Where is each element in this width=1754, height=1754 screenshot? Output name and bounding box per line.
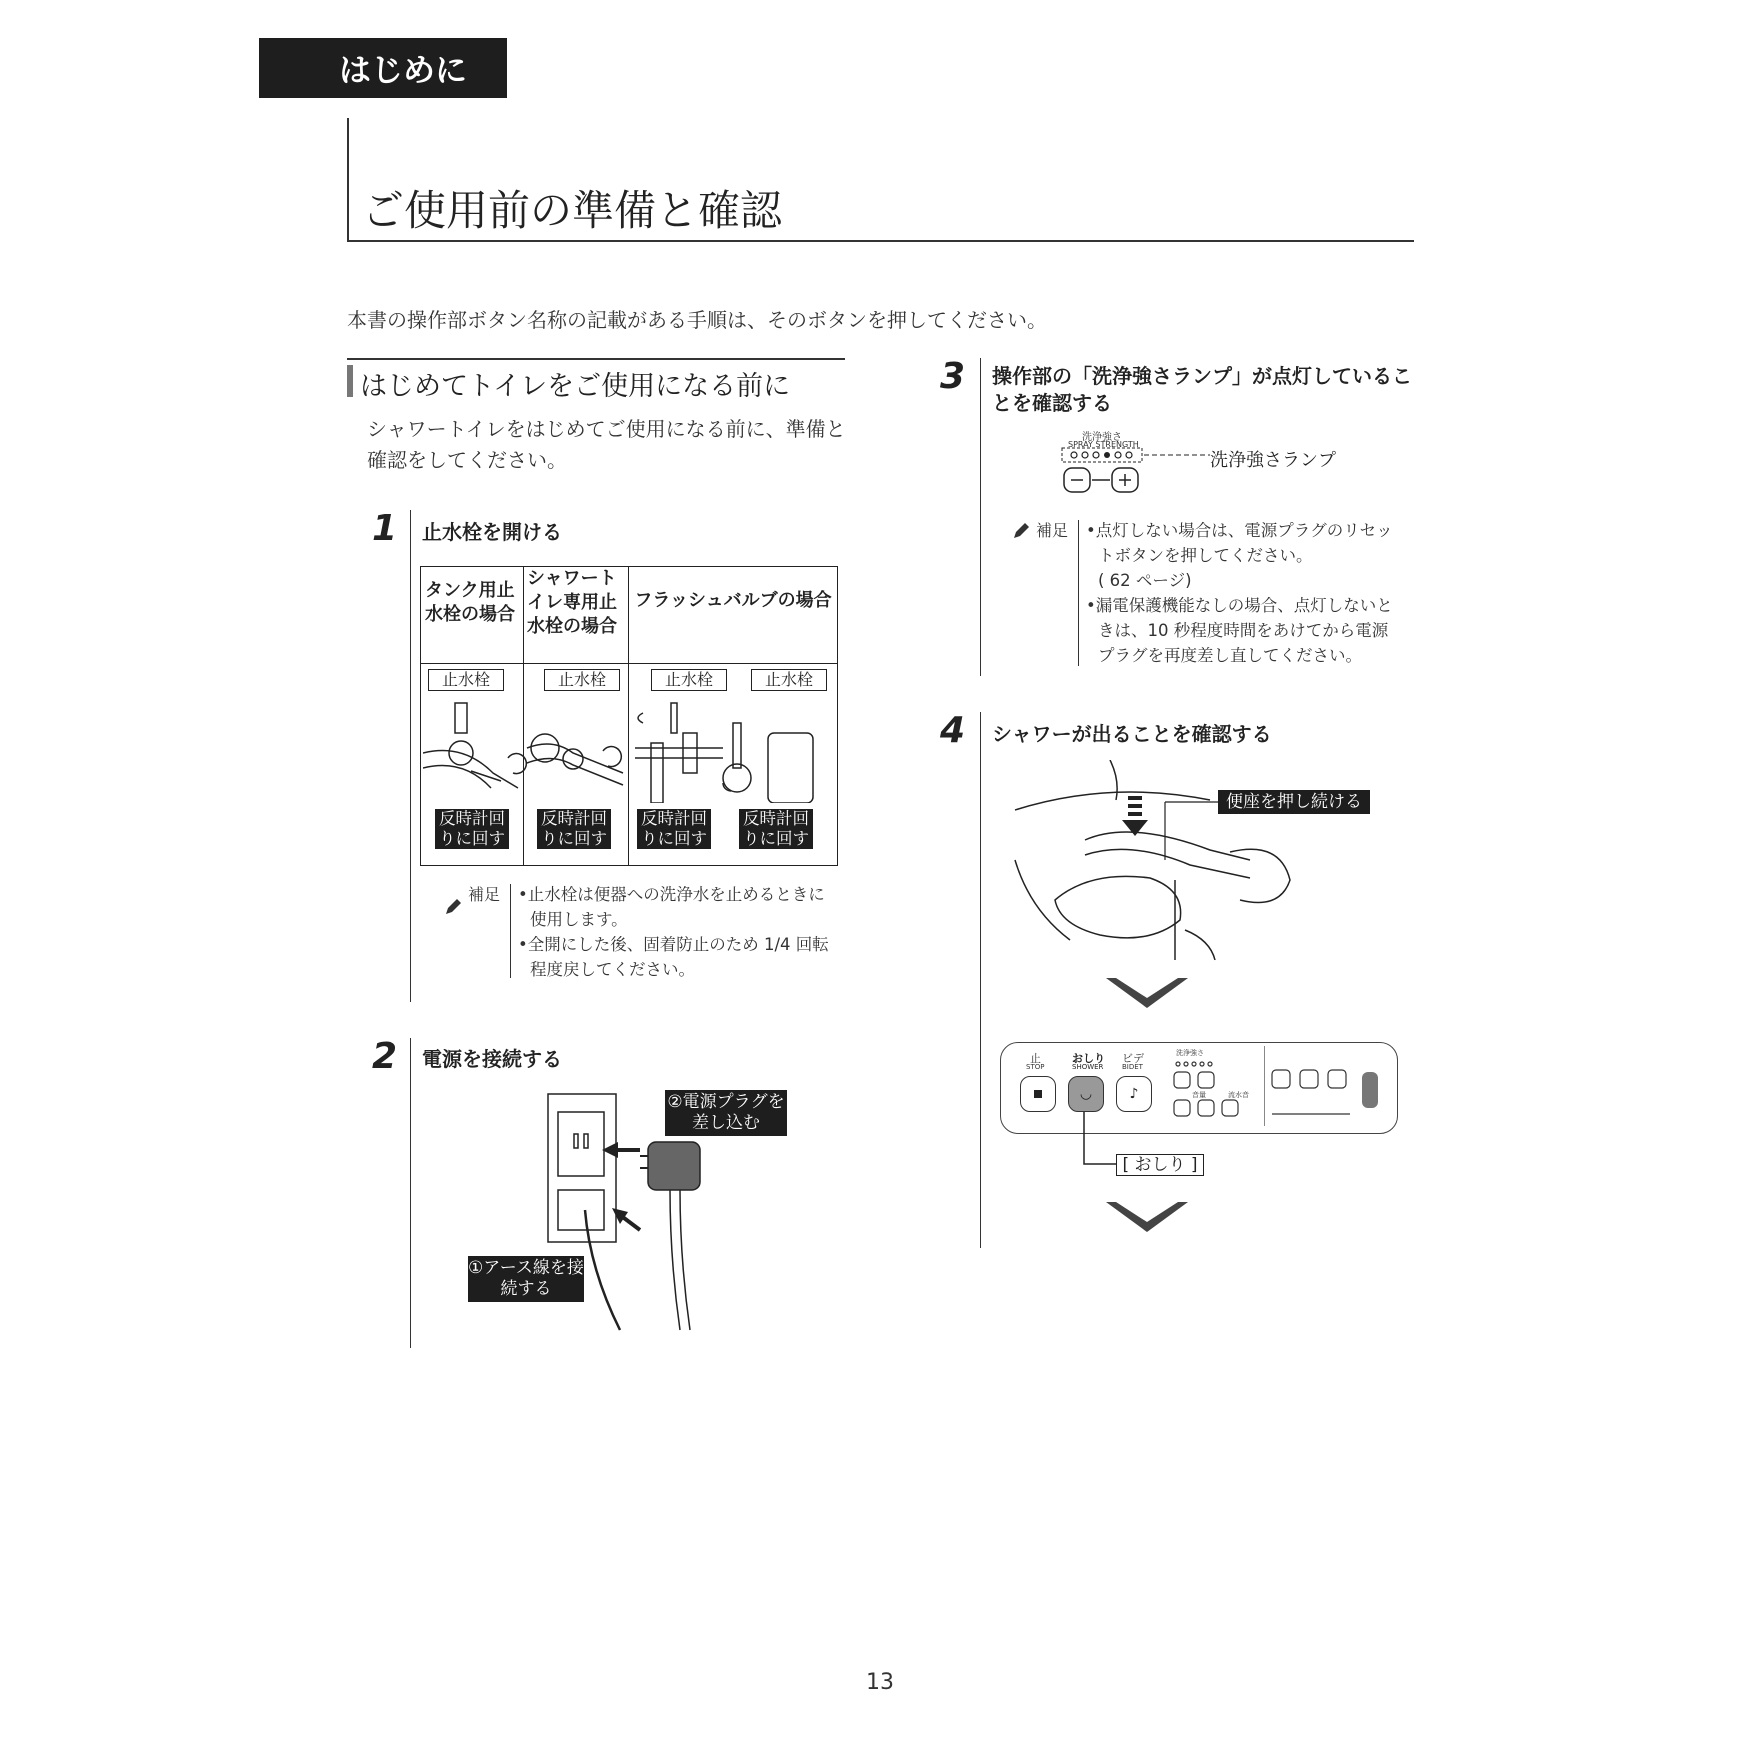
section-bar (347, 365, 353, 397)
press-label: 便座を押し続ける (1218, 790, 1370, 814)
panel-divider (1264, 1046, 1265, 1126)
shower-label: おしり (1072, 1052, 1105, 1065)
step2-number: 2 (372, 1036, 398, 1077)
step4-number: 4 (940, 710, 966, 751)
pencil-icon (444, 896, 462, 916)
turn-label: 反時計回りに回す (435, 809, 509, 849)
step1-note-label: 補足 (468, 885, 501, 904)
step1-line (410, 510, 411, 1002)
pencil-icon (1012, 520, 1030, 540)
turn-label: 反時計回りに回す (637, 809, 711, 849)
bidet-label-en: BIDET (1122, 1063, 1143, 1071)
col-header-tank: タンク用止水栓の場合 (425, 580, 515, 625)
down-chevron-icon (1104, 1200, 1190, 1236)
panel-sensor (1362, 1072, 1378, 1108)
section-text: シャワートイレをはじめてご使用になる前に、準備と確認をしてください。 (367, 417, 846, 472)
step3-notes: •点灯しない場合は、電源プラグのリセットボタンを押してください。 ( 62 ページ) •漏電保護機能なしの場合、点灯しないときは、10 秒程度時間をあけてから電源プラグを再度差し直してください。 (1086, 521, 1393, 665)
turn-label: 反時計回りに回す (739, 809, 813, 849)
valve-label: 止水栓 (751, 669, 827, 691)
step3-line (980, 358, 981, 676)
page-number: 13 (866, 1670, 894, 1695)
bidet-button[interactable]: ♪ (1116, 1076, 1152, 1112)
step3-number: 3 (940, 356, 966, 397)
lamp-panel-illustration (1060, 446, 1220, 496)
intro-text: 本書の操作部ボタン名称の記載がある手順は、そのボタンを押してください。 (347, 308, 1047, 332)
panel-label-jp: 洗浄強さ (1082, 432, 1122, 443)
bidet-label: ビデ (1122, 1052, 1144, 1065)
plug-label: ②電源プラグを差し込む (665, 1090, 787, 1136)
valve-table (420, 566, 838, 866)
note-rule (1078, 520, 1079, 666)
volume-label: 音量 (1192, 1091, 1206, 1099)
sound-label: 流水音 (1228, 1091, 1249, 1099)
lamp-label: 洗浄強さランプ (1210, 450, 1336, 471)
step3-title: 操作部の「洗浄強さランプ」が点灯していることを確認する (992, 364, 1412, 415)
panel-right-icons (1270, 1056, 1350, 1126)
shower-callout-label: [ おしり ] (1116, 1154, 1204, 1176)
turn-label: 反時計回りに回す (537, 809, 611, 849)
valve-label: 止水栓 (651, 669, 727, 691)
valve-label: 止水栓 (428, 669, 504, 691)
step3-note-label: 補足 (1036, 521, 1069, 540)
step2-title: 電源を接続する (422, 1047, 562, 1071)
shower-button[interactable]: ◡ (1068, 1076, 1104, 1112)
section-heading: はじめてトイレをご使用になる前に (360, 371, 791, 402)
stop-button[interactable] (1020, 1076, 1056, 1112)
stop-label: 止 (1030, 1052, 1041, 1065)
step2-line (410, 1038, 411, 1348)
note-rule (510, 884, 511, 978)
ground-label: ①アース線を接続する (468, 1256, 584, 1302)
step1-notes: •止水栓は便器への洗浄水を止めるときに使用します。 •全開にした後、固着防止のため 1/4 回転程度戻してください。 (518, 885, 829, 979)
section-rule (347, 358, 845, 360)
page-title: ご使用前の準備と確認 (362, 186, 783, 235)
step4-line (980, 712, 981, 1248)
shower-callout-line (1080, 1112, 1120, 1168)
strength-label: 洗浄強さ (1176, 1049, 1204, 1057)
chapter-tab: はじめに (259, 38, 507, 98)
col-header-flush: フラッシュバルブの場合 (634, 590, 832, 611)
panel-label-en: SPRAY STRENGTH (1068, 440, 1139, 449)
down-chevron-icon (1104, 976, 1190, 1012)
step4-title: シャワーが出ることを確認する (992, 722, 1272, 746)
step1-number: 1 (372, 508, 398, 549)
valve-label: 止水栓 (544, 669, 620, 691)
stop-label-en: STOP (1026, 1063, 1045, 1071)
valve-illustrations (423, 693, 833, 803)
step1-title: 止水栓を開ける (422, 520, 562, 544)
col-header-shower: シャワートイレ専用止水栓の場合 (527, 568, 617, 637)
shower-label-en: SHOWER (1072, 1063, 1104, 1071)
